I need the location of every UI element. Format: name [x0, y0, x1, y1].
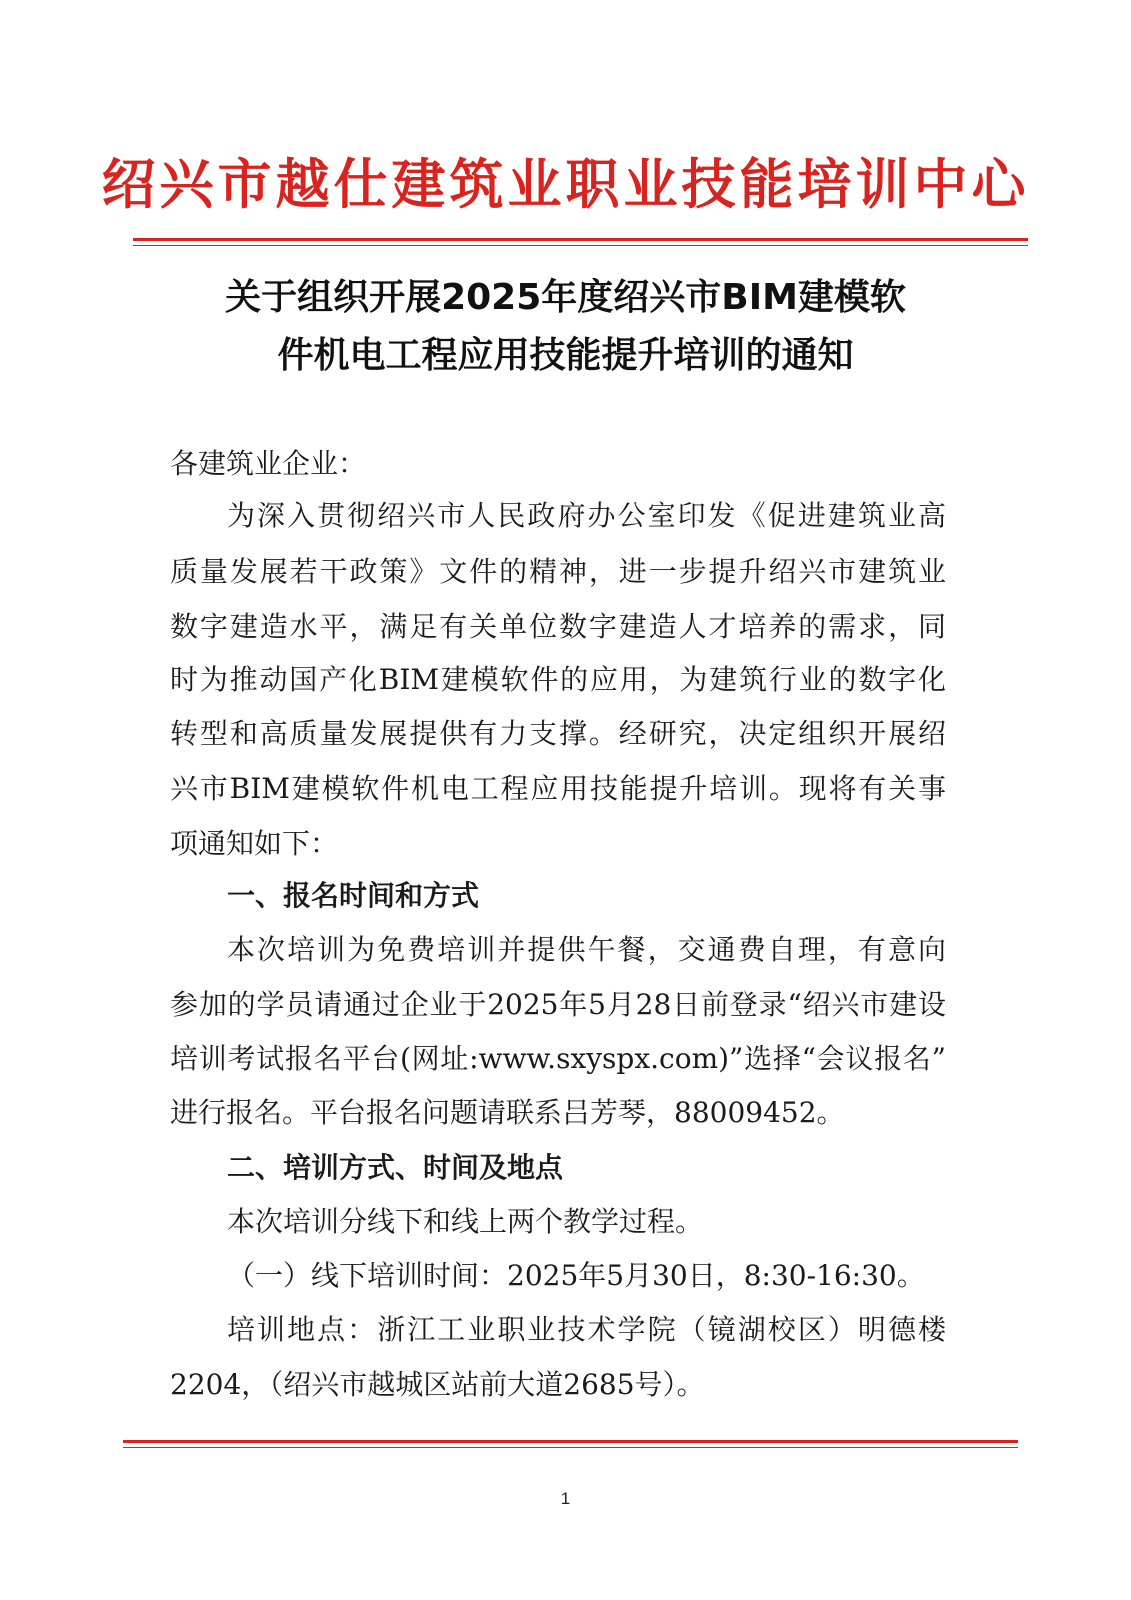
- document-title-line-2: 件机电工程应用技能提升培训的通知: [277, 335, 854, 376]
- intro-line: 数字建造水平，满足有关单位数字建造人才培养的需求，同: [170, 610, 946, 643]
- intro-line: 时为推动国产化BIM建模软件的应用，为建筑行业的数字化: [170, 663, 946, 696]
- section-1-line: 参加的学员请通过企业于2025年5月28日前登录“绍兴市建设: [170, 988, 946, 1021]
- salutation: 各建筑业企业：: [170, 447, 367, 480]
- section-2-line: 本次培训分线下和线上两个教学过程。: [227, 1205, 704, 1238]
- intro-line: 项通知如下：: [170, 827, 339, 860]
- intro-line: 为深入贯彻绍兴市人民政府办公室印发《促进建筑业高: [227, 499, 946, 532]
- section-2-line: 培训地点：浙江工业职业技术学院（镜湖校区）明德楼: [227, 1313, 946, 1346]
- intro-line: 兴市BIM建模软件机电工程应用技能提升培训。现将有关事: [170, 772, 946, 805]
- intro-line: 转型和高质量发展提供有力支撑。经研究，决定组织开展绍: [170, 717, 946, 750]
- page-number: 1: [560, 1489, 571, 1508]
- section-2-line: 2204，（绍兴市越城区站前大道2685号）。: [170, 1368, 705, 1401]
- section-1-line: 进行报名。平台报名问题请联系吕芳琴，88009452。: [170, 1096, 845, 1129]
- organization-header: 绍兴市越仕建筑业职业技能培训中心: [101, 153, 1030, 216]
- section-1-line: 本次培训为免费培训并提供午餐，交通费自理，有意向: [227, 933, 946, 966]
- section-2-line: （一）线下培训时间：2025年5月30日，8:30-16:30。: [227, 1259, 925, 1292]
- document-title-line-1: 关于组织开展2025年度绍兴市BIM建模软: [225, 277, 906, 318]
- section-2-heading: 二、培训方式、时间及地点: [227, 1151, 564, 1184]
- section-1-heading: 一、报名时间和方式: [227, 879, 480, 912]
- intro-line: 质量发展若干政策》文件的精神，进一步提升绍兴市建筑业: [170, 555, 946, 588]
- section-1-line: 培训考试报名平台(网址:www.sxyspx.com)”选择“会议报名”: [170, 1042, 946, 1075]
